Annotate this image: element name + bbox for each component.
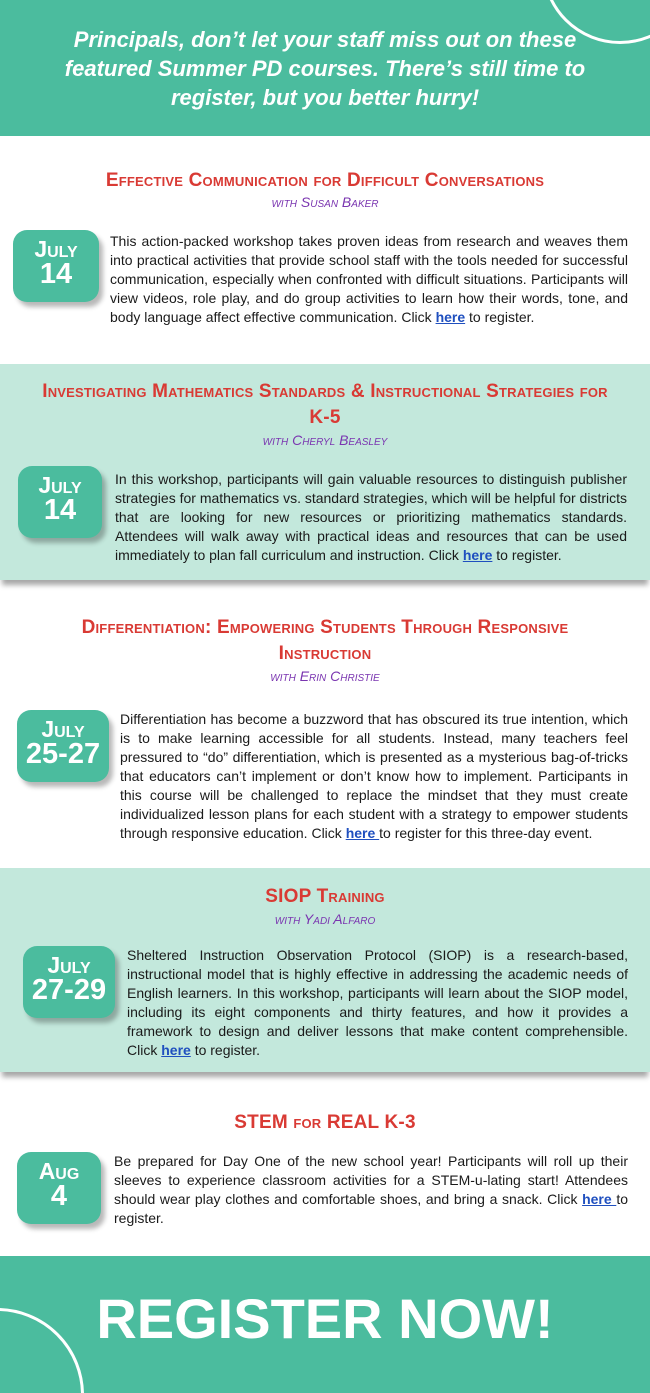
date-day: 14 [39, 258, 73, 290]
course-section-2 [0, 364, 650, 580]
course-title: Effective Communication for Difficult Conversations [105, 170, 545, 191]
course-section-4 [0, 868, 650, 1072]
course-description [115, 470, 627, 565]
description-text: Differentiation has become a buzzword that has obscured its true intention, which is to make learning accessible for all students. Instead, many teachers feel pressured to “do” differentiation, which is presented as a mysterious bag-of-tricks that educators can’t implement or don’t know how to implement. Participants in this course will be challenged to replace the mindset that they must create individualized lesson plans for each student with a strategy to empower students through responsive education. Click [120, 711, 628, 841]
course-section-3 [0, 588, 650, 868]
course-description [127, 946, 628, 1060]
course-section-5 [0, 1080, 650, 1256]
description-text: In this workshop, participants will gain valuable resources to distinguish publisher strategies for mathematics vs. standard strategies, which will be helpful for districts that are looking for new resources or prioritizing mathematics standards. Attendees will walk away with practical ideas and resources that can be used immediately to plan fall curriculum and instruction. Click [115, 471, 627, 563]
date-badge [18, 466, 102, 538]
course-title: SIOP Training [265, 886, 385, 907]
register-now-button[interactable]: REGISTER NOW! [96, 1287, 554, 1350]
course-presenter: with Yadi Alfaro [274, 911, 376, 927]
register-link[interactable]: here [161, 1042, 191, 1058]
header-tagline: Principals, don’t let your staff miss out on these featured Summer PD courses. There’s still time to register, but you better hurry! [64, 27, 586, 110]
description-text: This action-packed workshop takes proven ideas from research and weaves them into practical activities that provide school staff with the tools needed for successful communication, especially when confronted with difficult situations. Participants will view videos, role play, and do group activities to learn how their words, tone, and body language affect effective communication. Click [110, 233, 628, 325]
date-day: 27-29 [31, 974, 107, 1006]
date-day: 4 [50, 1180, 68, 1212]
date-month: July [41, 716, 85, 742]
course-description [114, 1152, 628, 1228]
date-badge [23, 946, 115, 1018]
register-link[interactable]: here [582, 1191, 617, 1207]
description-end: to register. [465, 309, 535, 325]
course-title: Investigating Mathematics Standards & Instructional Strategies for K-5 [42, 381, 608, 428]
date-badge [17, 1152, 101, 1224]
course-title: STEM for REAL K-3 [234, 1112, 416, 1133]
date-day: 25-27 [25, 738, 101, 770]
description-text: Be prepared for Day One of the new school year! Participants will roll up their sleeves to experience classroom activities for a STEM-u-lating start! Attendees should wear play clothes and comfortable shoes, and bring a snack. Click [114, 1153, 628, 1207]
description-end: to register. [190, 1042, 261, 1058]
register-link[interactable]: here [462, 547, 493, 563]
date-badge [17, 710, 109, 782]
description-text: Sheltered Instruction Observation Protocol (SIOP) is a research-based, instructional model that is highly effective in addressing the academic needs of English learners. In this workshop, participants will learn about the SIOP model, including its eight components and thirty features, and how it provides a framework to design and deliver lessons that make content comprehensible. Click [127, 947, 628, 1058]
footer-banner [0, 1256, 650, 1393]
course-description [120, 710, 628, 843]
date-month: Aug [38, 1158, 80, 1184]
date-day: 14 [43, 494, 77, 526]
course-title: Differentiation: Empowering Students Through Responsive Instruction [81, 617, 569, 664]
date-badge [13, 230, 99, 302]
date-month: July [38, 472, 82, 498]
course-presenter: with Cheryl Beasley [262, 432, 388, 448]
course-presenter: with Susan Baker [271, 194, 379, 210]
course-section-1 [0, 136, 650, 364]
course-description [110, 232, 628, 327]
register-link[interactable]: here [435, 309, 466, 325]
date-month: July [47, 952, 91, 978]
register-link[interactable]: here [345, 825, 380, 841]
date-month: July [34, 236, 78, 262]
description-end: to register. [114, 1191, 628, 1226]
description-end: to register for this three-day event. [379, 825, 593, 841]
course-presenter: with Erin Christie [270, 668, 380, 684]
description-end: to register. [492, 547, 562, 563]
header-banner [0, 0, 650, 136]
